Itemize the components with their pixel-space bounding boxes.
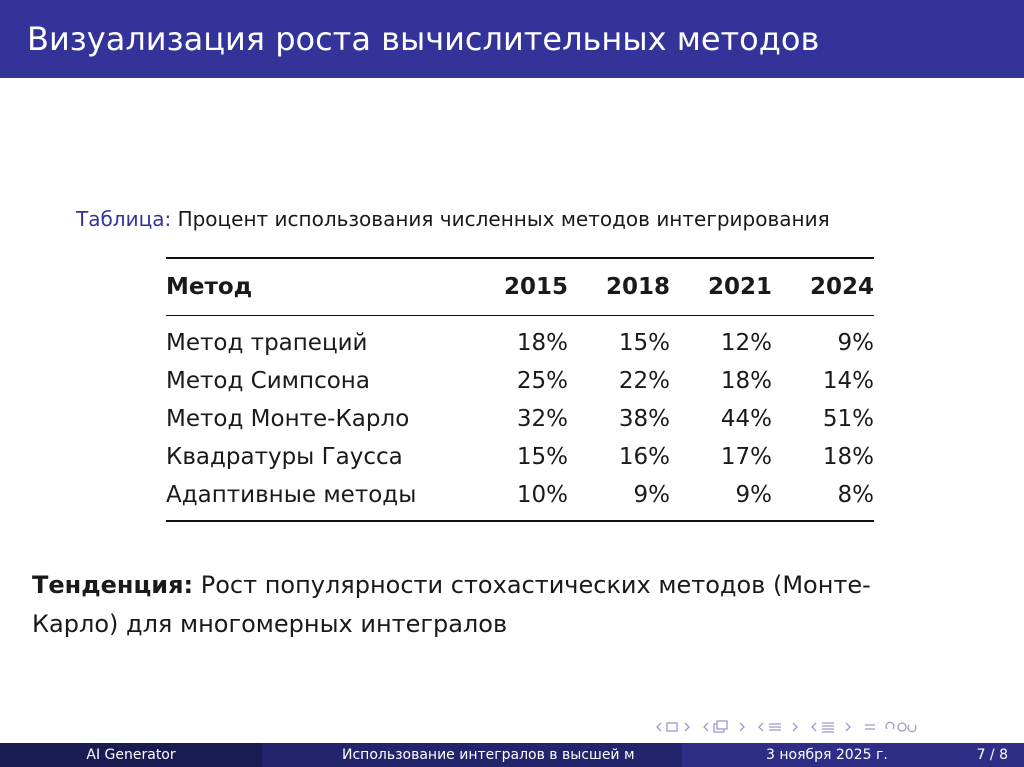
nav-doc-icon[interactable] xyxy=(810,720,856,734)
header-2024: 2024 xyxy=(772,258,874,316)
caption-text: Процент использования численных методов интегрирования xyxy=(177,207,830,231)
table-row xyxy=(166,476,874,521)
cell-method: Квадратуры Гаусса xyxy=(166,444,403,470)
table-row xyxy=(166,362,874,400)
caption-label: Таблица: xyxy=(76,207,172,231)
title-bar xyxy=(0,0,1024,78)
cell-value: 12% xyxy=(720,330,772,356)
note-label: Тенденция: xyxy=(32,571,194,599)
note-text: Рост популярности стохастических методов (Монте-Карло) для многомерных интегралов xyxy=(32,571,871,638)
table-row xyxy=(166,316,874,363)
cell-value: 9% xyxy=(633,482,670,508)
footer-short-title: Использование интегралов в высшей м xyxy=(262,743,682,767)
cell-value: 18% xyxy=(720,368,772,394)
cell-value: 9% xyxy=(735,482,772,508)
nav-align-icon[interactable] xyxy=(863,720,877,734)
cell-value: 22% xyxy=(618,368,670,394)
footer-author: AI Generator xyxy=(0,743,262,767)
table-row xyxy=(166,438,874,476)
cell-value: 17% xyxy=(720,444,772,470)
cell-method: Метод трапеций xyxy=(166,330,368,356)
cell-method: Метод Монте-Карло xyxy=(166,406,410,432)
nav-section-icon[interactable] xyxy=(757,720,803,734)
cell-value: 25% xyxy=(516,368,568,394)
cell-value: 32% xyxy=(516,406,568,432)
cell-value: 9% xyxy=(837,330,874,356)
table-row xyxy=(166,400,874,438)
cell-value: 44% xyxy=(720,406,772,432)
nav-search-icon[interactable] xyxy=(884,720,918,734)
slide-title: Визуализация роста вычислительных методов xyxy=(27,20,820,58)
cell-value: 15% xyxy=(618,330,670,356)
header-method: Метод xyxy=(166,258,466,316)
cell-value: 51% xyxy=(822,406,874,432)
cell-method: Метод Симпсона xyxy=(166,368,370,394)
cell-method: Адаптивные методы xyxy=(166,482,417,508)
nav-subsection-icon[interactable] xyxy=(702,720,750,734)
cell-value: 38% xyxy=(618,406,670,432)
table-caption xyxy=(76,207,830,231)
header-2015: 2015 xyxy=(466,258,568,316)
cell-value: 18% xyxy=(516,330,568,356)
beamer-navigation xyxy=(655,718,918,736)
methods-table xyxy=(166,257,874,522)
cell-value: 15% xyxy=(516,444,568,470)
nav-frame-icon[interactable] xyxy=(655,720,695,734)
footer-page-number: 7 / 8 xyxy=(976,747,1008,763)
header-2021: 2021 xyxy=(670,258,772,316)
trend-note xyxy=(32,566,932,644)
cell-value: 18% xyxy=(822,444,874,470)
cell-value: 16% xyxy=(618,444,670,470)
footer-bar xyxy=(0,743,1024,767)
header-2018: 2018 xyxy=(568,258,670,316)
table-header-row xyxy=(166,258,874,316)
footer-date: 3 ноября 2025 г. xyxy=(766,747,888,763)
cell-value: 14% xyxy=(822,368,874,394)
cell-value: 8% xyxy=(837,482,874,508)
footer-right xyxy=(682,743,1024,767)
cell-value: 10% xyxy=(516,482,568,508)
